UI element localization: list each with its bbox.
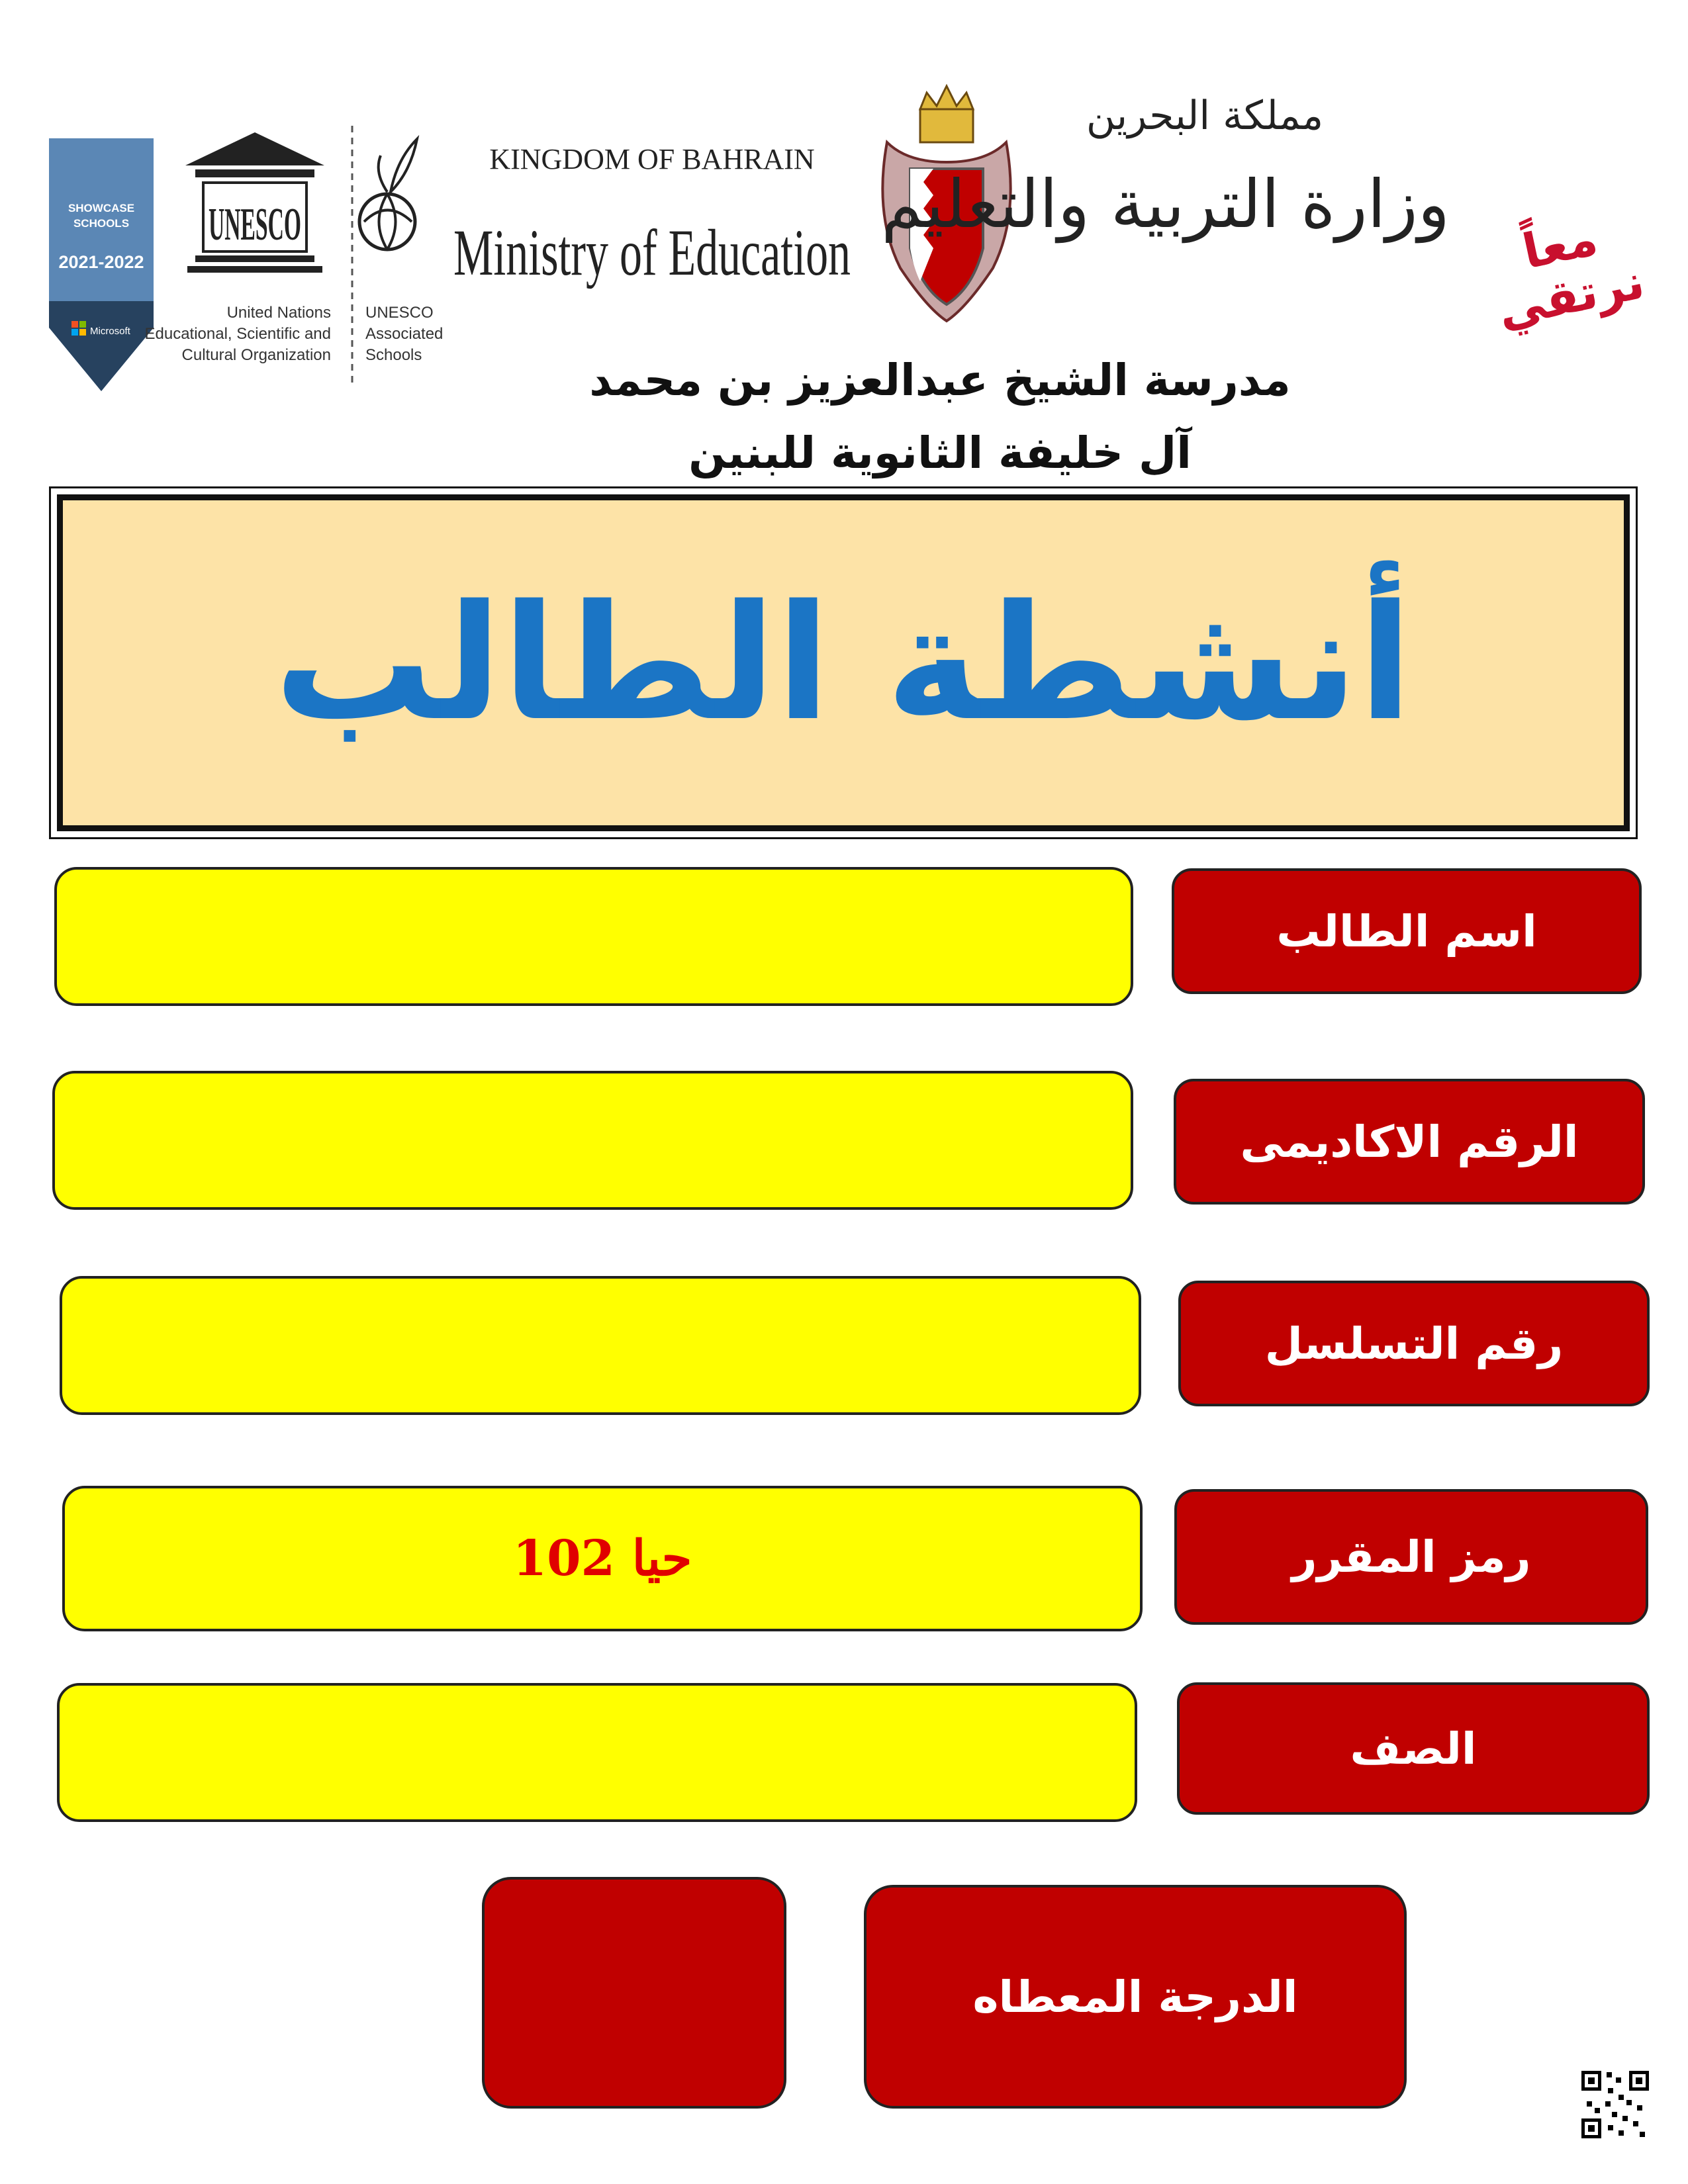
unesco-caption-3: Cultural Organization [181, 346, 331, 364]
unesco-schools-caption-2: Associated [365, 325, 444, 343]
kingdom-arabic-text: مملكة البحرين [1086, 93, 1324, 139]
serial-number-field[interactable] [60, 1276, 1141, 1415]
grade-value-box[interactable] [482, 1877, 786, 2109]
badge-line1: SHOWCASE [68, 202, 135, 214]
page-title: أنشطة الطالب [274, 570, 1413, 756]
kingdom-of-bahrain-text: KINGDOM OF BAHRAIN [489, 143, 815, 175]
academic-number-field[interactable] [52, 1071, 1133, 1210]
unesco-caption-1: United Nations [226, 304, 331, 322]
class-label: الصف [1177, 1682, 1650, 1815]
ministry-of-education-text: Ministry of Education [453, 216, 851, 289]
unesco-schools-caption-3: Schools [365, 346, 422, 364]
title-box [57, 494, 1630, 831]
school-name: مدرسة الشيخ عبدالعزيز بن محمد آل خليفة الثانوية للبنين [589, 355, 1291, 478]
maan-nartaqi-logo [1489, 146, 1650, 424]
class-field[interactable] [57, 1683, 1137, 1822]
serial-number-label: رقم التسلسل [1178, 1281, 1650, 1406]
badge-brand: Microsoft [90, 326, 130, 337]
course-code-field[interactable]: حيا 102 [62, 1486, 1143, 1631]
badge-years: 2021-2022 [58, 252, 144, 272]
student-name-label: اسم الطالب [1172, 868, 1642, 994]
student-name-field[interactable] [54, 867, 1133, 1006]
ministry-arabic-wordmark [881, 93, 1450, 331]
unesco-logo [144, 126, 341, 390]
course-code-label: رمز المقرر [1174, 1489, 1648, 1625]
ministry-english-wordmark [440, 136, 864, 321]
academic-number-label: الرقم الاكاديمى [1174, 1079, 1645, 1205]
showcase-schools-badge [45, 136, 158, 394]
unesco-associated-schools-logo [351, 126, 444, 390]
maan-logo-text: معاً نرتقي [1493, 210, 1650, 339]
ministry-arabic-text: وزارة التربية والتعليم [881, 165, 1450, 243]
badge-line2: SCHOOLS [73, 217, 130, 230]
unesco-caption-2: Educational, Scientific and [144, 325, 331, 343]
qr-code [1579, 2068, 1652, 2141]
unesco-schools-caption-1: UNESCO [365, 304, 434, 322]
grade-label: الدرجة المعطاه [864, 1885, 1407, 2109]
unesco-wordmark: UNESCO [209, 199, 301, 250]
